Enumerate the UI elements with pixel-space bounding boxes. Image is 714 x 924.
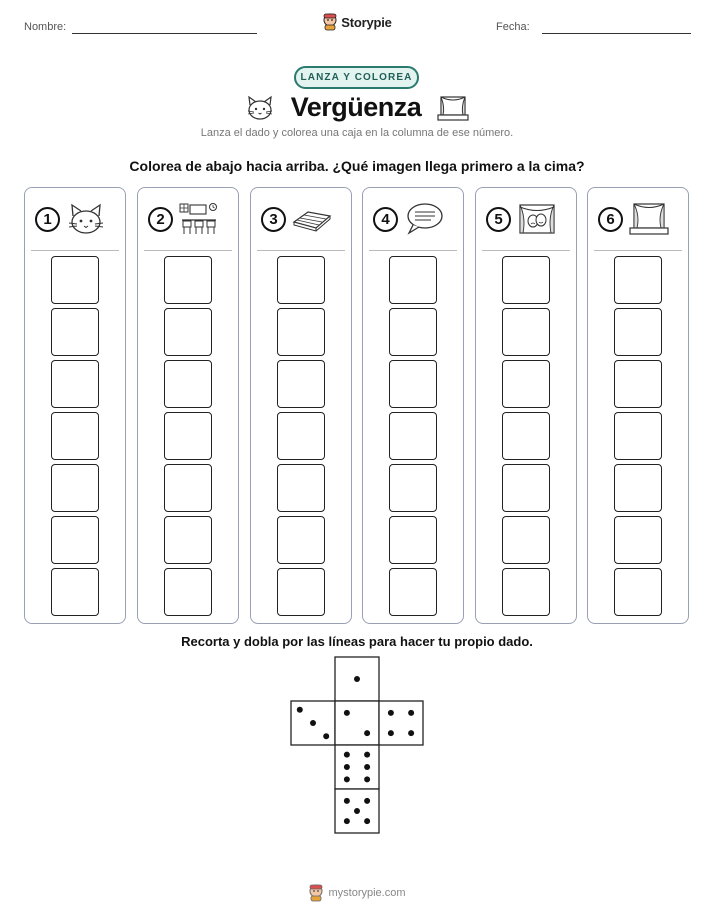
column-6 [587,187,689,624]
color-box[interactable] [164,568,212,616]
column-divider [594,250,682,251]
brand-logo [0,13,714,31]
color-box[interactable] [164,360,212,408]
color-box[interactable] [389,256,437,304]
dice-pip [354,808,360,814]
name-line[interactable] [72,33,257,34]
dice-face-outline [335,745,379,789]
color-box[interactable] [51,360,99,408]
dice-pip [364,752,370,758]
date-label: Fecha: [496,21,530,33]
color-box[interactable] [614,308,662,356]
color-box[interactable] [614,464,662,512]
column-5 [475,187,577,624]
cat-icon [245,95,275,121]
color-box[interactable] [502,308,550,356]
column-1 [24,187,126,624]
theater-masks-icon [517,202,557,236]
activity-badge: LANZA Y COLOREA [294,66,419,89]
dice-face-1 [335,657,379,701]
color-box[interactable] [277,308,325,356]
color-box[interactable] [164,412,212,460]
stage-icon [629,202,669,236]
column-number: 6 [598,207,623,232]
color-box[interactable] [614,568,662,616]
dice-face-outline [335,657,379,701]
dice-face-outline [291,701,335,745]
color-box[interactable] [51,256,99,304]
column-number: 4 [373,207,398,232]
dice-pip [408,710,414,716]
dice-face-5 [335,789,379,833]
color-box[interactable] [614,516,662,564]
dice-pip [364,776,370,782]
speech-bubble-icon [404,202,444,236]
column-number: 2 [148,207,173,232]
column-4 [362,187,464,624]
dice-pip [408,730,414,736]
column-divider [482,250,570,251]
color-box[interactable] [614,412,662,460]
color-box[interactable] [389,464,437,512]
color-box[interactable] [502,412,550,460]
dice-pip [364,730,370,736]
classroom-icon [179,202,219,236]
date-line[interactable] [542,33,691,34]
color-box[interactable] [389,516,437,564]
color-box[interactable] [164,516,212,564]
dice-face-outline [335,701,379,745]
dice-pip [323,733,329,739]
column-number: 5 [486,207,511,232]
dice-pip [344,776,350,782]
dice-pip [344,798,350,804]
dice-pip [364,764,370,770]
color-box[interactable] [51,412,99,460]
color-box[interactable] [51,464,99,512]
dice-pip [364,818,370,824]
dice-face-outline [335,789,379,833]
storypie-mascot-icon [322,13,338,31]
column-number: 1 [35,207,60,232]
column-3 [250,187,352,624]
footer-url: mystorypie.com [328,887,406,899]
dice-pip [344,818,350,824]
dice-pip [344,764,350,770]
column-divider [369,250,457,251]
title-row [0,92,714,123]
color-box[interactable] [164,308,212,356]
color-box[interactable] [614,360,662,408]
storypie-mascot-icon [308,884,324,902]
color-box[interactable] [502,256,550,304]
dice-instruction: Recorta y dobla por las líneas para hacer tu propio dado. [181,634,533,649]
dice-pip [310,720,316,726]
color-box[interactable] [51,516,99,564]
dice-pip [388,730,394,736]
dice-pip [354,676,360,682]
dice-pip [364,798,370,804]
instruction: Colorea de abajo hacia arriba. ¿Qué imagen llega primero a la cima? [129,158,585,174]
column-2 [137,187,239,624]
dice-face-2 [335,701,379,745]
color-box[interactable] [164,256,212,304]
column-number: 3 [261,207,286,232]
column-divider [144,250,232,251]
column-divider [257,250,345,251]
stage-icon [437,95,469,121]
color-box[interactable] [502,568,550,616]
color-box[interactable] [277,464,325,512]
dice-face-outline [379,701,423,745]
color-box[interactable] [277,516,325,564]
dice-pip [344,752,350,758]
color-box[interactable] [502,360,550,408]
color-box[interactable] [51,568,99,616]
color-box[interactable] [277,256,325,304]
color-box[interactable] [277,568,325,616]
dice-pip [344,710,350,716]
color-box[interactable] [614,256,662,304]
color-box[interactable] [277,360,325,408]
color-box[interactable] [502,516,550,564]
subtitle: Lanza el dado y colorea una caja en la columna de ese número. [200,127,514,139]
floor-mat-icon [292,202,332,236]
dice-face-3 [291,701,335,745]
color-box[interactable] [389,568,437,616]
cat-icon [66,202,106,236]
page-title: Vergüenza [290,92,422,122]
color-box[interactable] [502,464,550,512]
footer [0,884,714,902]
color-box[interactable] [51,308,99,356]
brand-name: Storypie [341,14,392,30]
dice-pip [297,707,303,713]
color-box[interactable] [277,412,325,460]
name-label: Nombre: [24,21,67,33]
color-box[interactable] [389,412,437,460]
dice-face-4 [379,701,423,745]
color-box[interactable] [164,464,212,512]
column-divider [31,250,119,251]
dice-face-6 [335,745,379,789]
color-box[interactable] [389,360,437,408]
dice-pip [388,710,394,716]
color-box[interactable] [389,308,437,356]
